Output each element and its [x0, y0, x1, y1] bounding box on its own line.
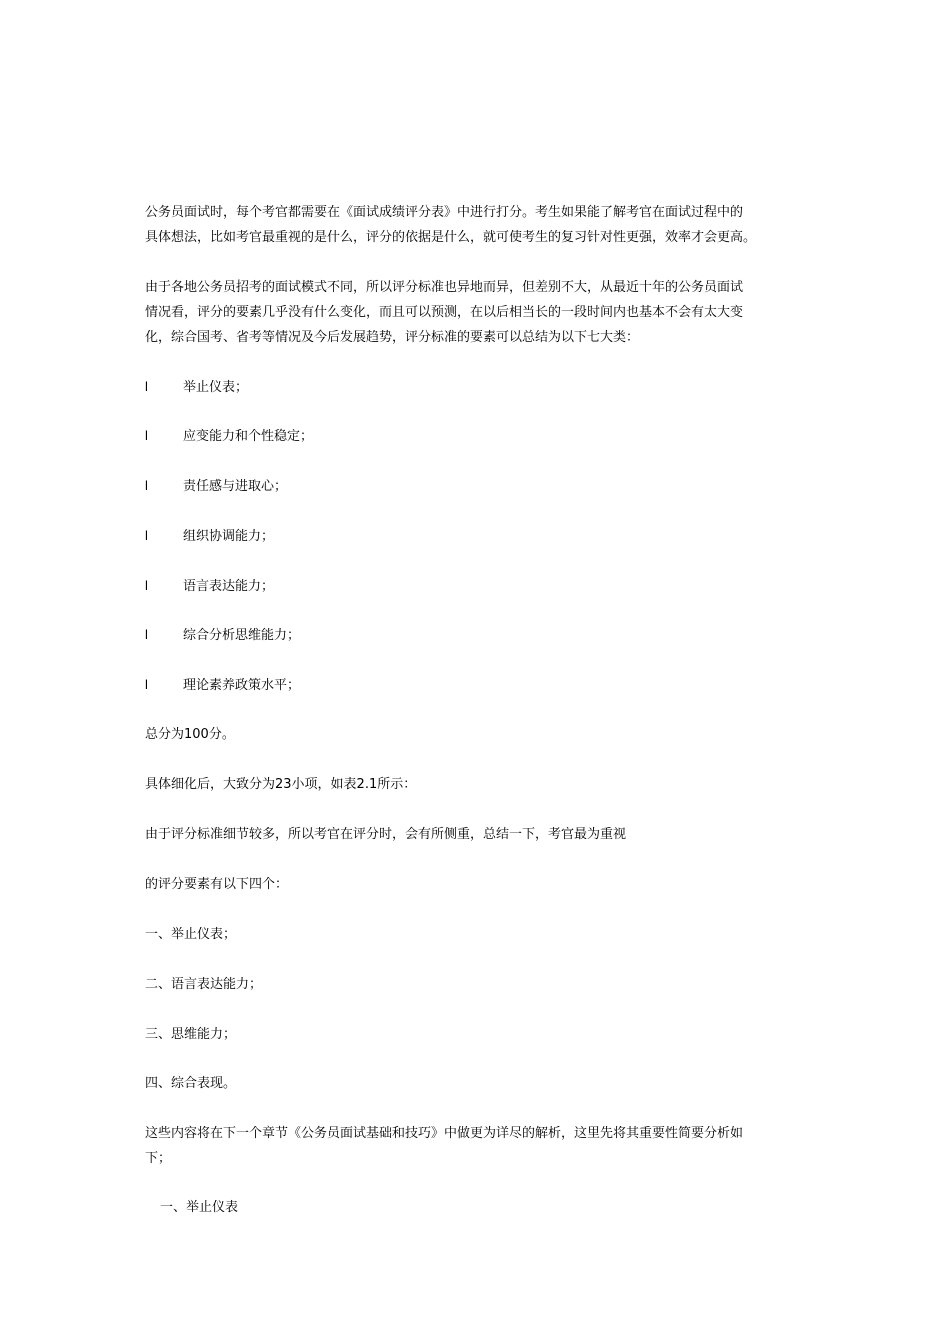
paragraph-focus-line-2: 的评分要素有以下四个：: [145, 877, 289, 892]
bullet-icon: l: [145, 379, 148, 394]
list-item-label: 举止仪表；: [183, 380, 249, 395]
list-item: 一、举止仪表；: [145, 927, 237, 942]
list-item: [145, 478, 287, 495]
bullet-icon: l: [145, 428, 148, 443]
list-item-label: 语言表达能力；: [183, 579, 275, 594]
paragraph-intro-line-2: 具体想法，比如考官最重视的是什么，评分的依据是什么，就可使考生的复习针对性更强，效率才会更高。: [145, 230, 757, 245]
total-score-text: 总分为100分。: [145, 727, 235, 742]
list-item: 三、思维能力；: [145, 1027, 237, 1042]
bullet-icon: l: [145, 528, 148, 543]
list-item: [145, 379, 248, 396]
bullet-icon: l: [145, 478, 148, 493]
paragraph-standards-line-2: 情况看，评分的要素几乎没有什么变化，而且可以预测，在以后相当长的一段时间内也基本不会有太大变: [145, 305, 744, 320]
paragraph-focus-line-1: 由于评分标准细节较多，所以考官在评分时，会有所侧重，总结一下，考官最为重视: [145, 827, 627, 842]
list-item-label: 综合分析思维能力；: [183, 628, 301, 643]
list-item-label: 组织协调能力；: [183, 529, 275, 544]
list-item: [145, 528, 274, 545]
bullet-icon: l: [145, 677, 148, 692]
section-heading: 一、举止仪表: [160, 1200, 239, 1215]
bullet-icon: l: [145, 627, 148, 642]
list-item: [145, 677, 300, 694]
list-item: [145, 428, 313, 445]
detail-text: 具体细化后，大致分为23小项，如表2.1所示：: [145, 777, 417, 792]
paragraph-standards-line-3: 化，综合国考、省考等情况及今后发展趋势，评分标准的要素可以总结为以下七大类：: [145, 330, 640, 345]
bullet-icon: l: [145, 578, 148, 593]
paragraph-next-chapter-line-2: 下；: [145, 1151, 172, 1166]
list-item-label: 应变能力和个性稳定；: [183, 429, 314, 444]
paragraph-standards-line-1: 由于各地公务员招考的面试模式不同，所以评分标准也异地而异，但差别不大，从最近十年的公务员面试: [145, 280, 744, 295]
paragraph-next-chapter-line-1: 这些内容将在下一个章节《公务员面试基础和技巧》中做更为详尽的解析，这里先将其重要性简要分析如: [145, 1126, 744, 1141]
list-item-label: 责任感与进取心；: [183, 479, 288, 494]
list-item-label: 理论素养政策水平；: [183, 678, 301, 693]
list-item: 二、语言表达能力；: [145, 977, 263, 992]
paragraph-intro-line-1: 公务员面试时，每个考官都需要在《面试成绩评分表》中进行打分。考生如果能了解考官在面试过程中的: [145, 205, 744, 220]
list-item: 四、综合表现。: [145, 1076, 237, 1091]
list-item: [145, 578, 274, 595]
list-item: [145, 627, 300, 644]
